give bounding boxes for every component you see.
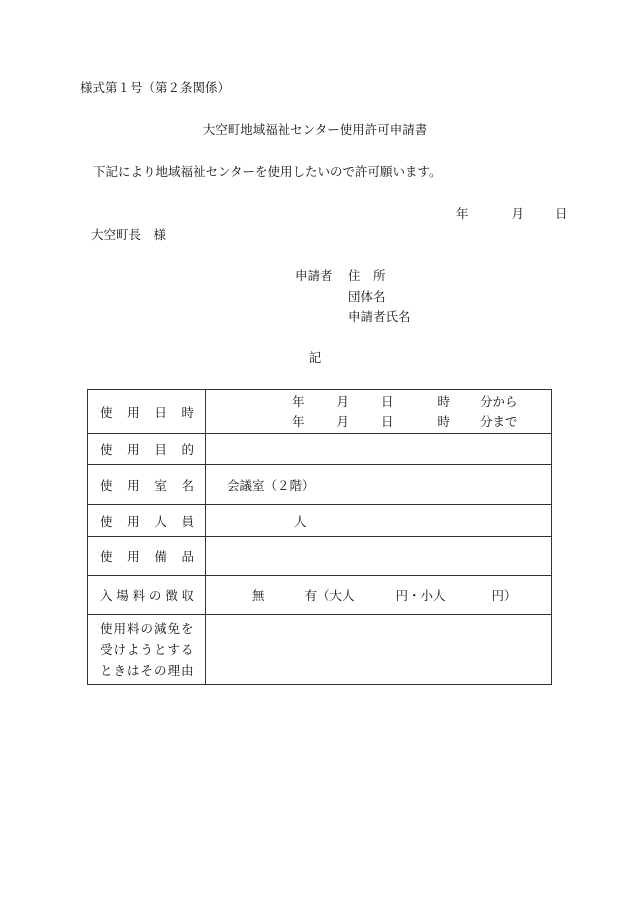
usage-equipment-value [206, 537, 552, 576]
applicant-group-label: 団体名 [348, 289, 386, 304]
date-day-label: 日 [555, 206, 568, 221]
admission-fee-value [206, 576, 552, 615]
label-cell [88, 390, 206, 434]
label-cell [88, 465, 206, 505]
usage-datetime-value [206, 390, 552, 434]
label-cell [88, 615, 206, 685]
usage-datetime-label: 使 用 日 時 [100, 404, 194, 420]
usage-persons-value [206, 505, 552, 537]
persons-unit: 人 [294, 513, 307, 529]
fee-yen-child: 円・小人 [395, 588, 446, 603]
room-value: 会議室（２階） [227, 477, 315, 493]
addressee: 大空町長 様 [91, 227, 167, 242]
datetime-to-line: 年 月 日 時 分まで [292, 413, 518, 429]
table-row [88, 615, 552, 685]
table-row [88, 465, 552, 505]
table-row [88, 505, 552, 537]
label-cell [88, 434, 206, 465]
label-cell [88, 505, 206, 537]
page-title: 大空町地域福祉センター使用許可申請書 [202, 122, 428, 137]
usage-table [87, 389, 552, 685]
usage-room-label: 使 用 室 名 [100, 477, 194, 493]
fee-reduction-value [206, 615, 552, 685]
table-row [88, 390, 552, 434]
table-row [88, 537, 552, 576]
datetime-from-line: 年 月 日 時 分から [292, 393, 518, 409]
label-cell [88, 576, 206, 615]
table-row [88, 434, 552, 465]
usage-room-value [206, 465, 552, 505]
usage-purpose-value [206, 434, 552, 465]
usage-persons-label: 使 用 人 員 [100, 513, 194, 529]
fee-yes-adult: 有（大人 [304, 588, 355, 603]
intro-text: 下記により地域福祉センターを使用したいので許可願います。 [93, 164, 442, 179]
date-year-label: 年 [456, 206, 469, 221]
label-cell [88, 537, 206, 576]
form-number: 様式第１号（第２条関係） [80, 80, 231, 95]
applicant-name-label: 申請者氏名 [348, 309, 411, 324]
ki-heading: 記 [308, 350, 322, 365]
applicant-address-label: 住 所 [348, 268, 386, 283]
fee-yen-close: 円） [491, 588, 517, 603]
usage-equipment-label: 使 用 備 品 [100, 549, 194, 564]
applicant-heading: 申請者 [295, 268, 333, 283]
usage-purpose-label: 使 用 目 的 [100, 442, 194, 457]
date-month-label: 月 [511, 206, 525, 221]
date-line [456, 208, 568, 221]
table-row [88, 576, 552, 615]
fee-reduction-label: 使用料の減免を 受けようとする ときはその理由 [100, 621, 195, 678]
admission-fee-label: 入 場 料 の 徴 収 [100, 588, 194, 603]
fee-none: 無 [252, 588, 265, 603]
